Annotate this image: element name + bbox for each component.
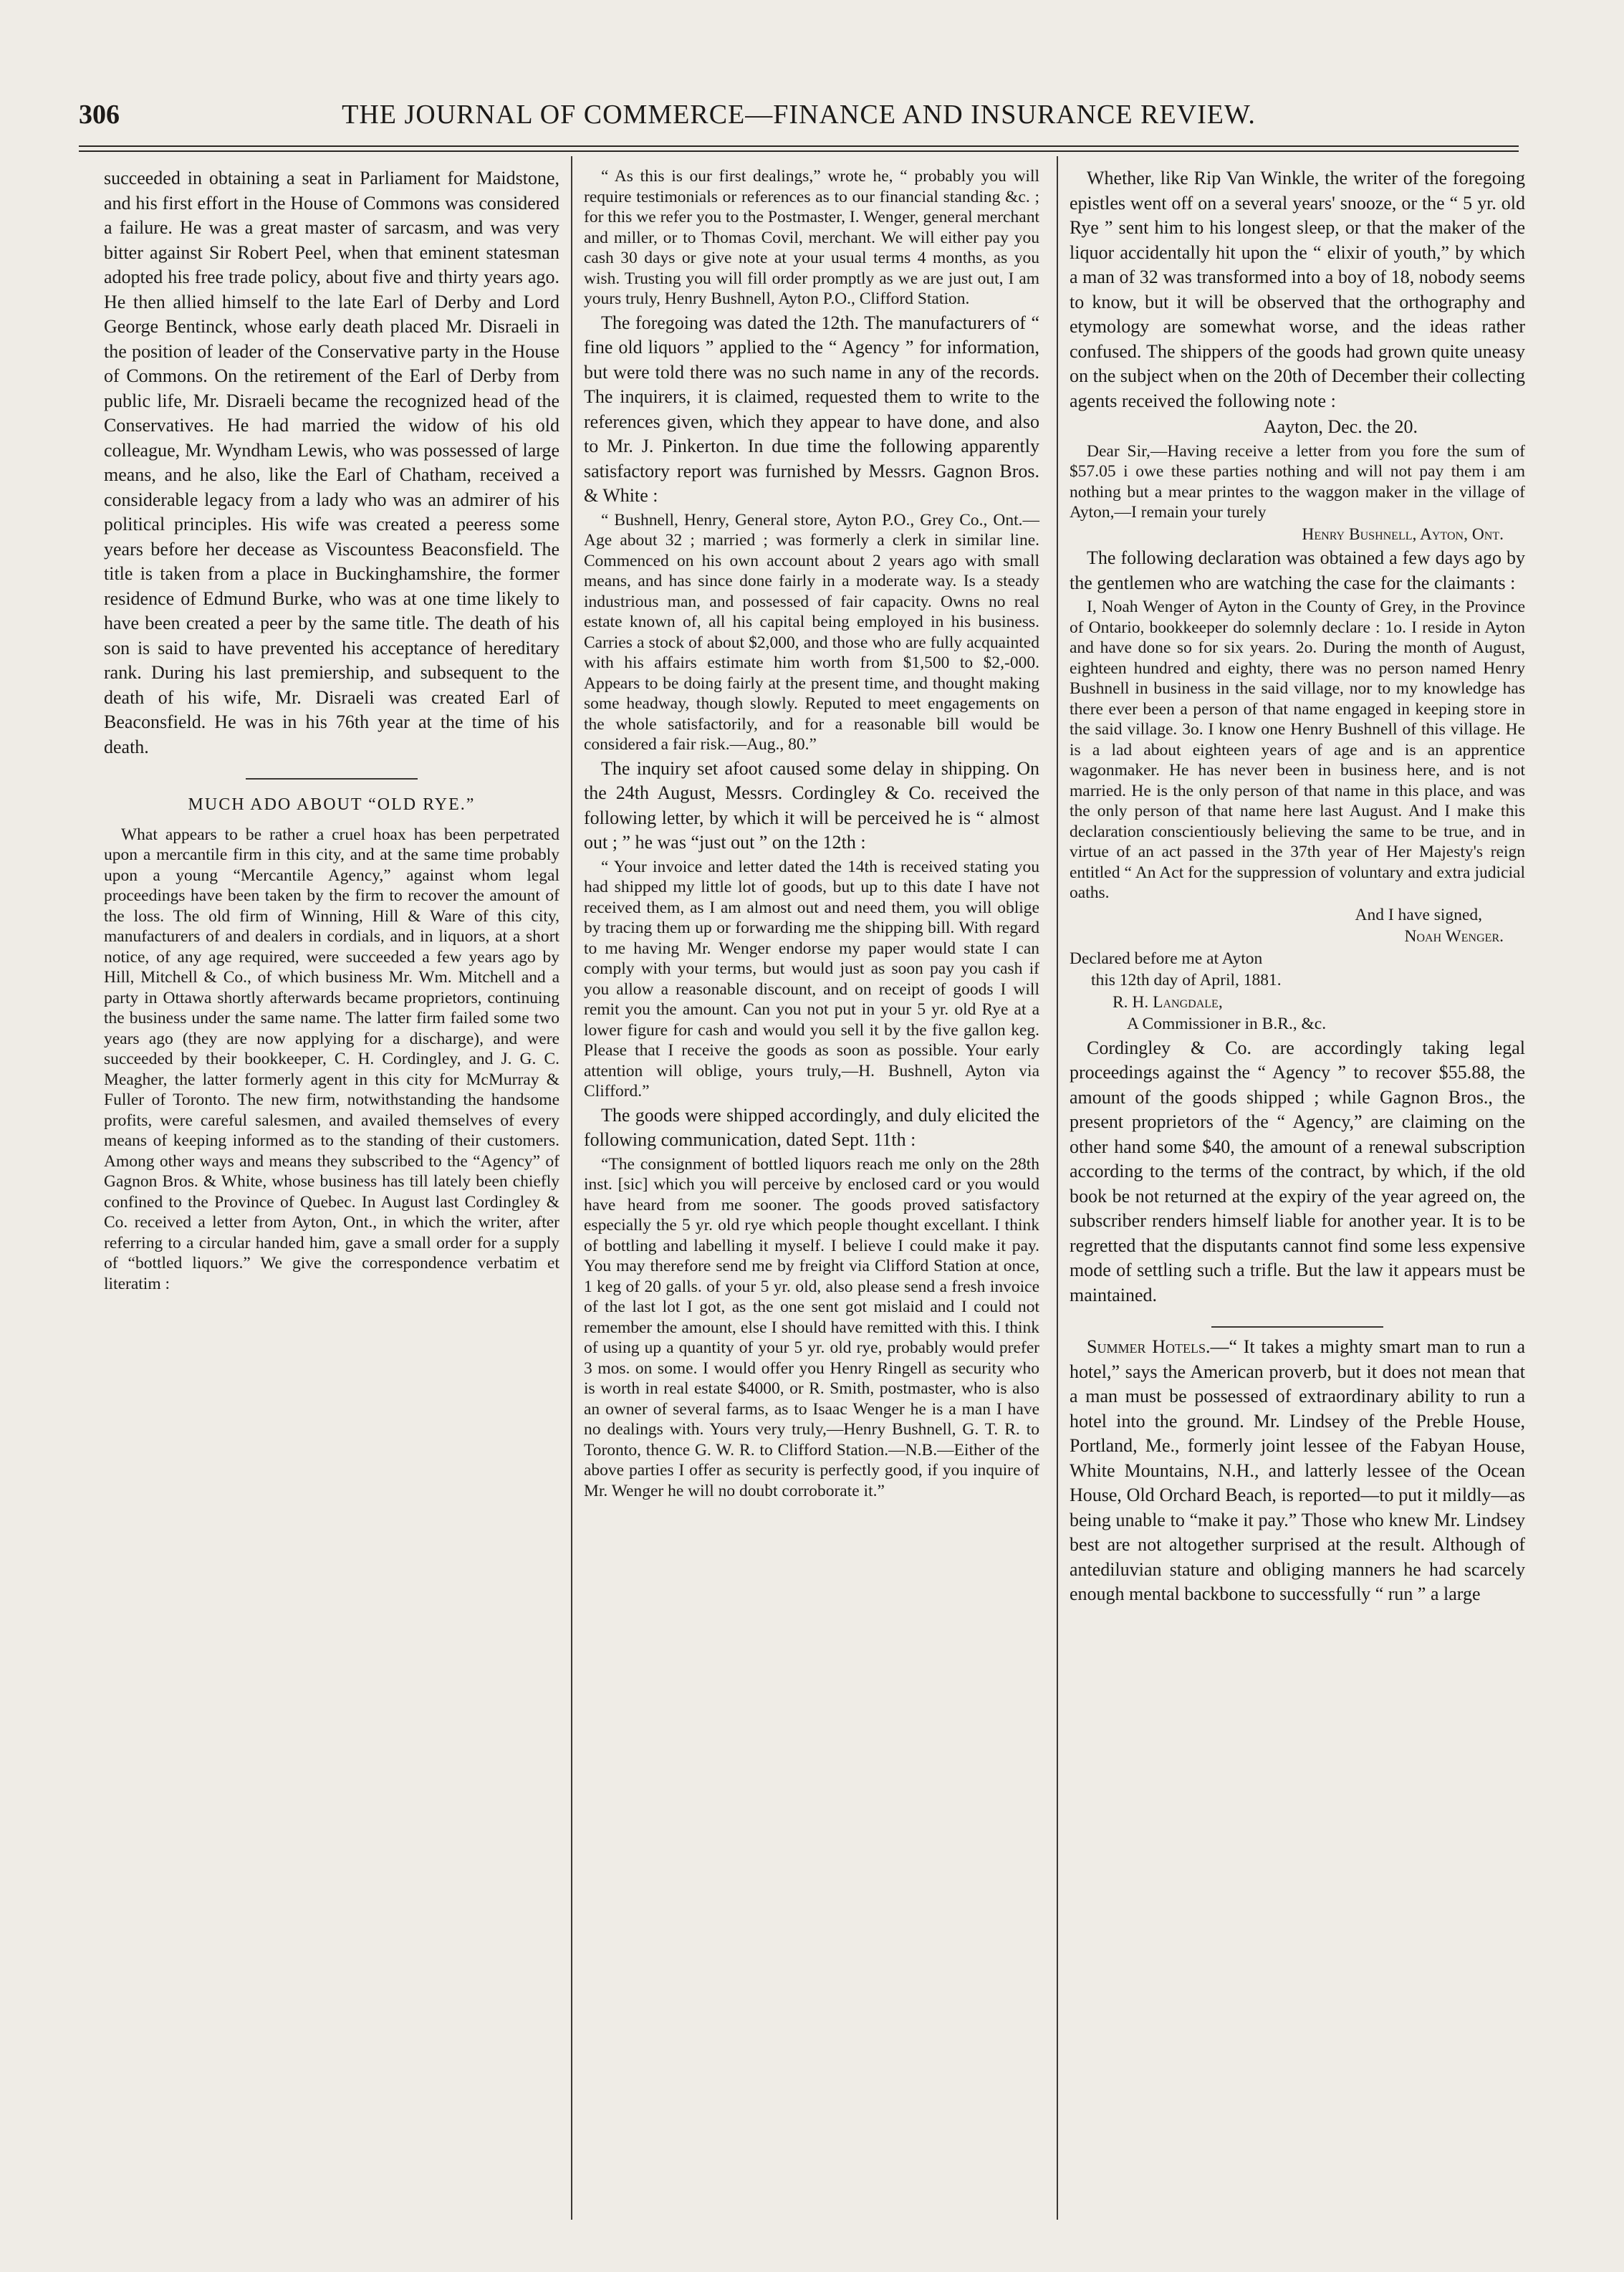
header-rule-bottom bbox=[79, 150, 1519, 152]
declaration-quote: I, Noah Wenger of Ayton in the County of Grey, in the Province of Ontario, bookkeeper do solemnly declare : 1o. I reside in Ayton and have done so for six years. 2o. During the month of August, eighteen hundred and eighty, there was no person named Henry Bushnell in business in the said village, nor to my knowledge has there ever been a person of that name engaged in keeping store in the said village. 3o. I know one Henry Bushnell of this village. He is a lad about eighteen years of age and is an apprentice wagonmaker. He has never been in business here, and is not married. He is the only person of that name in this place, and was the only person of that name here last August. And I make this declaration conscientiously believing the same to be true, and in virtue of an act passed in the 37th year of Her Majesty's reign entitled “ An Act for the suppression of voluntary and extra judicial oaths. bbox=[1070, 598, 1525, 902]
declaration-signed: And I have signed, bbox=[1355, 905, 1482, 924]
section-lead: Summer Hotels. bbox=[1087, 1336, 1211, 1357]
disraeli-obituary-text: succeeded in obtaining a seat in Parliament for Maidstone, and his first effort in the House of Commons was considered a failure. He was a great master of sarcasm, and was very bitter against Sir Robert Peel, when that eminent statesman adopted his free trade policy, about five and thirty years ago. He then allied himself to the late Earl of Derby and Lord George Bentinck, whose early death placed Mr. Disraeli in the position of leader of the Conservative party in the House of Commons. On the retirement of the Earl of Derby from public life, Mr. Disraeli became the recognized head of the Conservatives. He had married the widow of his old colleague, Mr. Wyndham Lewis, who was possessed of large means, and he also, like the Earl of Chatham, received a considerable legacy from a lady who was an admirer of his political principles. His wife was created a peeress some years before her decease as Viscountess Beaconsfield. The title is taken from a place in Buckinghamshire, the former residence of Edmund Burke, who was at one time likely to have been created a peer by the same title. The death of his son is said to have prevented his acceptance of hereditary rank. During his last premiership, and subsequent to the death of his wife, Mr. Disraeli was created Earl of Beaconsfield. He was in his 76th year at the time of his death. bbox=[104, 168, 559, 757]
article-paragraph: Whether, like Rip Van Winkle, the writer of the foregoing epistles went off on a several years' snooze, or the “ 5 yr. old Rye ” sent him to his longest sleep, or that the maker of the liquor accidentally hit upon the “ elixir of youth,” by which a man of 32 was transformed into a boy of 18, nobody seems to know, but it will be observed that the orthography and etymology are somewhat worse, and the ideas rather confused. The shippers of the goods had grown quite uneasy on the subject when on the 20th of December their collecting agents received the following note : bbox=[1070, 168, 1525, 411]
agency-report-quote: “ Bushnell, Henry, General store, Ayton P.O., Grey Co., Ont.—Age about 32 ; married ; was formerly a clerk in similar line. Commenced on his own account about 2 years ago with small means, and has since done fairly in a moderate way. Is a steady industrious man, and possessed of fair capacity. Owns no real estate known of, all his capital being employed in his business. Carries a stock of about $2,000, and those who are fully acquainted with his affairs estimate him worth from $1,500 to $2,-000. Appears to be doing fairly at the present time, and thought making some headway, though slowly. Reputed to meet engagements on the whole satisfactorily, and for a reasonable bill would be considered a fair risk.—Aug., 80.” bbox=[584, 510, 1039, 754]
column-3 bbox=[1070, 166, 1525, 1609]
letter-quote: “ As this is our first dealings,” wrote he, “ probably you will require testimonials or references as to our financial standing &c. ; for this we refer you to the Postmaster, I. Wenger, general merchant and miller, or to Thomas Covil, merchant. We will either pay you cash 30 days or give note at your usual terms 4 months, as you wish. Trusting you will fill order promptly as we are just out, I am yours truly, Henry Bushnell, Ayton P.O., Clifford Station. bbox=[584, 167, 1039, 308]
page-number: 306 bbox=[79, 100, 120, 130]
section-rule bbox=[246, 778, 418, 780]
article-paragraph: The foregoing was dated the 12th. The manufacturers of “ fine old liquors ” applied to the “ Agency ” for information, but were told there was no such name in any of the records. The inquirers, it is claimed, requested them to write to the references given, which they appear to have done, and also to Mr. J. Pinkerton. In due time the following apparently satisfactory report was furnished by Messrs. Gagnon Bros. & White : bbox=[584, 312, 1039, 506]
letter-dateline: Aayton, Dec. the 20. bbox=[1263, 416, 1418, 437]
running-title: THE JOURNAL OF COMMERCE—FINANCE AND INSURANCE REVIEW. bbox=[342, 100, 1256, 130]
letter-quote: Dear Sir,—Having receive a letter from you fore the sum of $57.05 i owe these parties nothing and will not pay them i am nothing but a mear printes to the waggon maker in the village of Ayton,—I remain your turely bbox=[1070, 441, 1525, 522]
letter-signature: Henry Bushnell, Ayton, Ont. bbox=[1302, 524, 1504, 544]
declaration-line: R. H. Langdale, bbox=[1113, 992, 1223, 1012]
declaration-signature: Noah Wenger. bbox=[1404, 927, 1504, 946]
article-paragraph: The following declaration was obtained a few days ago by the gentlemen who are watching the case for the claimants : bbox=[1070, 547, 1525, 593]
declaration-line: A Commissioner in B.R., &c. bbox=[1127, 1015, 1327, 1033]
column-1 bbox=[104, 166, 559, 1295]
section-rule bbox=[1211, 1326, 1383, 1328]
page-header bbox=[79, 99, 1519, 142]
letter-quote: “ Your invoice and letter dated the 14th is received stating you had shipped my little lot of goods, but up to this date I have not received them, as I am almost out and need them, you will oblige by tracing them up or forwarding me the shipping bill. With regard to me having Mr. Wenger endorse my paper would state I can comply with your terms, but would just as soon pay you cash if you allow a reasonable discount, and on receipt of goods I will remit you the amount. Can you not put in your 5 yr. old Rye at a lower figure for cash and would you sell it by the five gallon keg. Please that I receive the goods as soon as possible. Your early attention will oblige, yours truly,—H. Bushnell, Ayton via Clifford.” bbox=[584, 857, 1039, 1101]
column-divider bbox=[1057, 156, 1058, 2220]
declaration-line: this 12th day of April, 1881. bbox=[1091, 971, 1282, 989]
article-paragraph: The inquiry set afoot caused some delay in shipping. On the 24th August, Messrs. Cordingley & Co. received the following letter, by which it will be perceived he is “ almost out ; ” he was “just out ” on the 12th : bbox=[584, 757, 1039, 853]
article-paragraph: Cordingley & Co. are accordingly taking legal proceedings against the “ Agency ” to recover $55.88, the amount of the goods shipped ; while Gagnon Bros., the present proprietors of the “ Agency,” are claiming on the other hand some $40, the amount of a renewal subscription according to the terms of the contract, by which, if the old book be not returned at the expiry of the year agreed on, the subscriber renders himself liable for another year. It is to be regretted that the disputants cannot find some less expensive mode of settling such a trifle. But the law it appears must be maintained. bbox=[1070, 1037, 1525, 1305]
declaration-line: Declared before me at Ayton bbox=[1070, 949, 1263, 968]
column-divider bbox=[571, 156, 572, 2220]
article-paragraph: What appears to be rather a cruel hoax has been perpetrated upon a mercantile firm in this city, and at the same time probably upon a young “Mercantile Agency,” against whom legal proceedings have been taken by the firm to recover the amount of the loss. The old firm of Winning, Hill & Ware of this city, manufacturers of and dealers in cordials, and in liquors, at a short notice, of any age required, were succeeded a few years ago by Hill, Mitchell & Co., of which business Mr. Wm. Mitchell and a party in Ottawa shortly afterwards became proprietors, continuing the business under the same name. The latter firm failed some two years ago (they are now applying for a discharge), and were succeeded by their bookkeeper, C. H. Cordingley, and J. G. C. Meagher, the latter formerly agent in this city for McMurray & Fuller of Toronto. The new firm, notwithstanding the handsome profits, were careful salesmen, and availed themselves of every means of keeping informed as to the standing of their customers. Among other ways and means they subscribed to the “Agency” of Gagnon Bros. & White, whose business has till lately been chiefly confined to the Province of Quebec. In August last Cordingley & Co. received a letter from Ayton, Ont., in which the writer, after referring to a circular handed him, gave a small order for a supply of “bottled liquors.” We give the correspondence verbatim et literatim : bbox=[104, 825, 559, 1293]
column-2 bbox=[584, 166, 1039, 1502]
letter-quote: “The consignment of bottled liquors reach me only on the 28th inst. [sic] which you will perceive by enclosed card or you would have heard from me sooner. The goods proved satisfactory especially the 5 yr. old rye which people thought excellant. I think of bottling and labelling it myself. I believe I could make it pay. You may therefore send me by freight via Clifford Station at once, 1 keg of 20 galls. of your 5 yr. old, also please send a fresh invoice of the last lot I got, as the one sent got mislaid and I could not remember the amount, else I should have remitted with this. I think of using up a quantity of your 5 yr. old rye, probably would prefer 3 mos. on some. I would offer you Henry Ringell as security who is worth in real estate $4000, or R. Smith, postmaster, who is also an owner of several farms, as to Isaac Wenger he is a man I have no dealings with. Yours very truly,—Henry Bushnell, G. T. R. to Toronto, thence G. W. R. to Clifford Station.—N.B.—Either of the above parties I offer as security is perfectly good, if you inquire of Mr. Wenger he will no doubt corroborate it.” bbox=[584, 1154, 1039, 1500]
header-rule-top bbox=[79, 145, 1519, 147]
article-paragraph: —“ It takes a mighty smart man to run a hotel,” says the American proverb, but it does not mean that a man must be possessed of extraordinary ability to run a hotel into the ground. Mr. Lindsey of the Preble House, Portland, Me., formerly joint lessee of the Fabyan House, White Mountains, N.H., and latterly lessee of the Ocean House, Old Orchard Beach, is reported—to put it mildly—as being unable to “make it pay.” Those who knew Mr. Lindsey best are not altogether surprised at the result. Although of antediluvian stature and obliging manners he had scarcely enough mental backbone to successfully “ run ” a large bbox=[1070, 1336, 1525, 1604]
article-paragraph: The goods were shipped accordingly, and duly elicited the following communication, dated Sept. 11th : bbox=[584, 1104, 1039, 1150]
article-heading: MUCH ADO ABOUT “OLD RYE.” bbox=[188, 795, 476, 814]
